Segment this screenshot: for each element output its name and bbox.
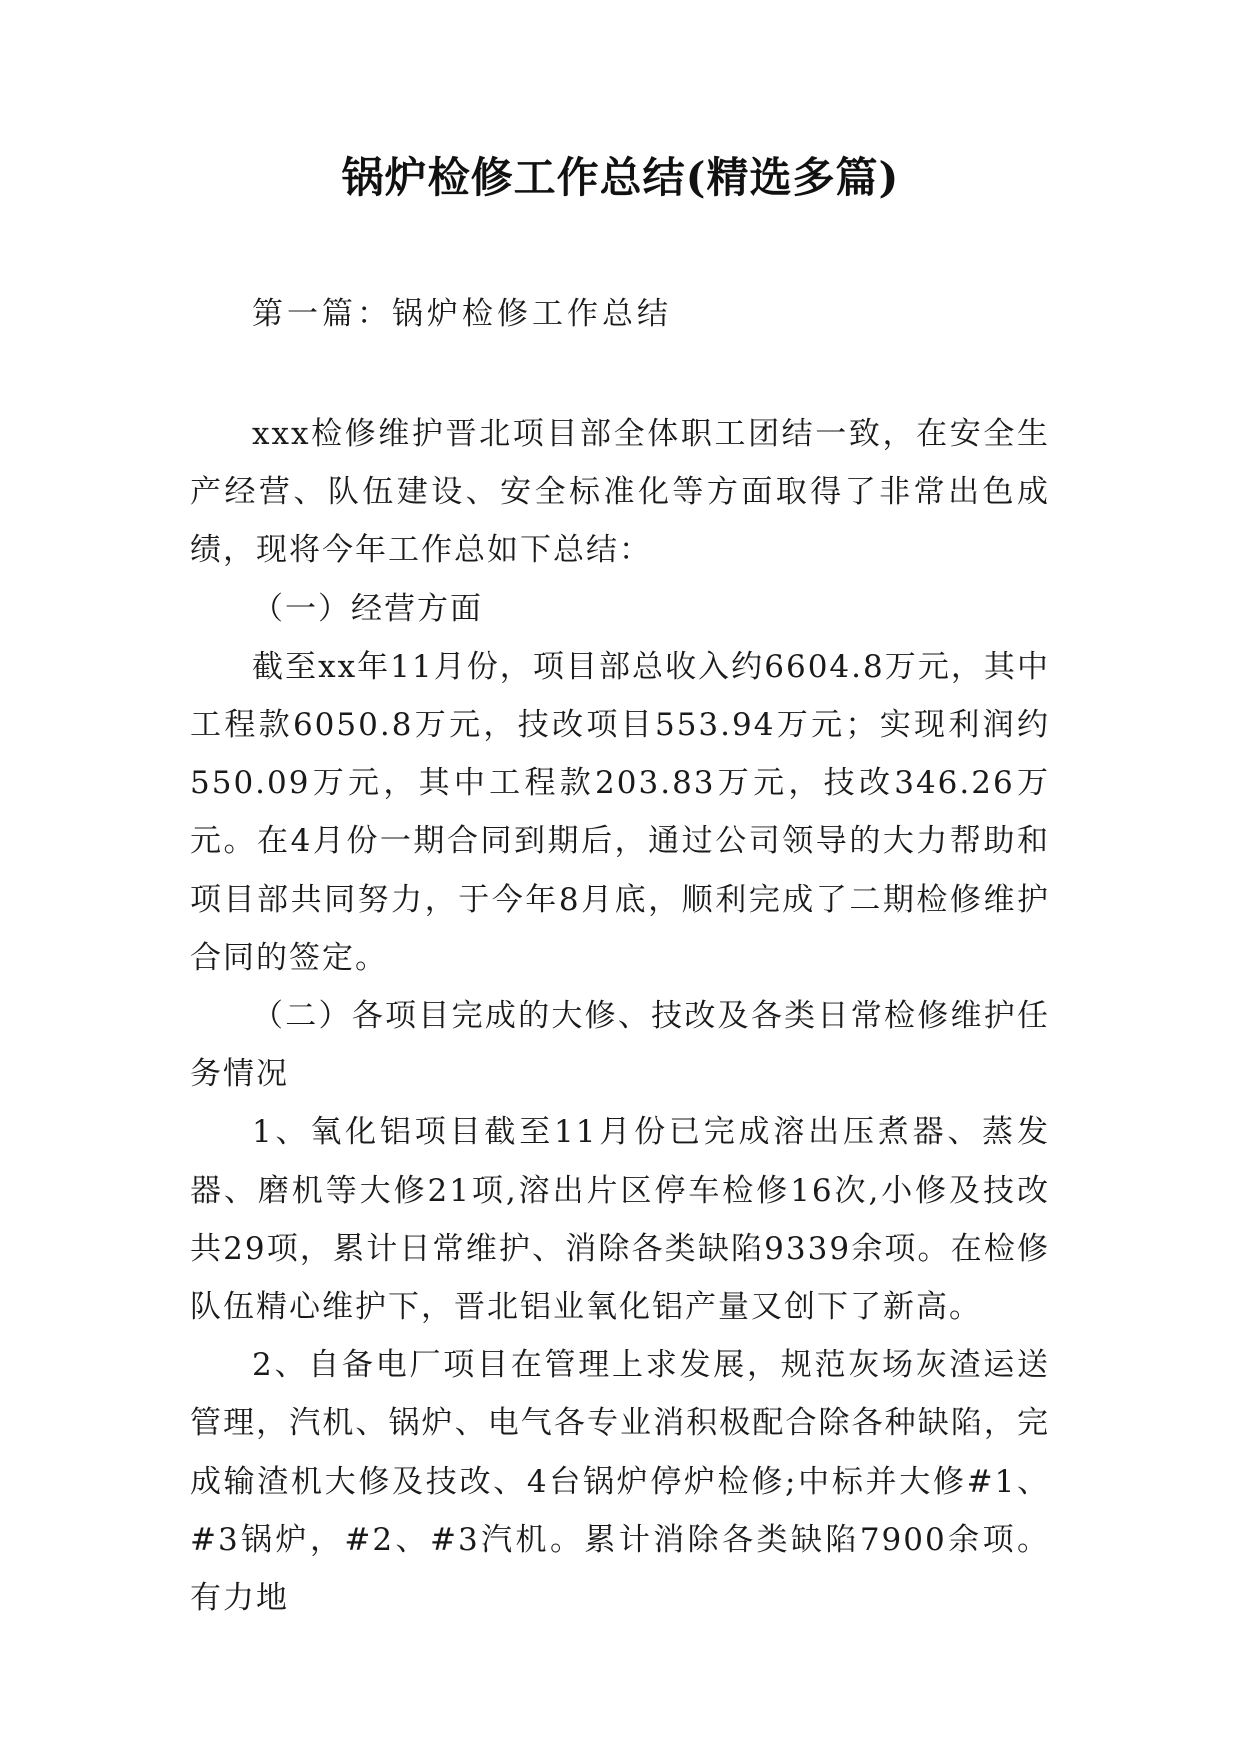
- section-heading: 第一篇：锅炉检修工作总结: [252, 296, 672, 332]
- document-title: 锅炉检修工作总结(精选多篇): [341, 153, 900, 202]
- subheading-operations: （一）经营方面: [252, 590, 483, 627]
- power-plant-paragraph: 2、自备电厂项目在管理上求发展，规范灰场灰渣运送管理，汽机、锅炉、电气各专业消积极配合除各种缺陷，完成输渣机大修及技改、4台锅炉停炉检修;中标并大修#1、#3锅炉，#2、#3汽机。累计消除各类缺陷7900余项。有力地: [190, 1347, 1050, 1617]
- document-body: [190, 405, 1050, 1627]
- operations-paragraph: 截至xx年11月份，项目部总收入约6604.8万元，其中工程款6050.8万元，技改项目553.94万元；实现利润约550.09万元，其中工程款203.83万元，技改346.26万元。在4月份一期合同到期后，通过公司领导的大力帮助和项目部共同努力，于今年8月底，顺利完成了二期检修维护合同的签定。: [190, 648, 1051, 976]
- intro-paragraph: xxx检修维护晋北项目部全体职工团结一致，在安全生产经营、队伍建设、安全标准化等方面取得了非常出色成绩，现将今年工作总如下总结：: [190, 416, 1050, 569]
- subheading-tasks: （二）各项目完成的大修、技改及各类日常检修维护任务情况: [190, 998, 1050, 1093]
- alumina-paragraph: 1、氧化铝项目截至11月份已完成溶出压煮器、蒸发器、磨机等大修21项,溶出片区停车检修16次,小修及技改共29项，累计日常维护、消除各类缺陷9339余项。在检修队伍精心维护下，晋北铝业氧化铝产量又创下了新高。: [190, 1114, 1050, 1326]
